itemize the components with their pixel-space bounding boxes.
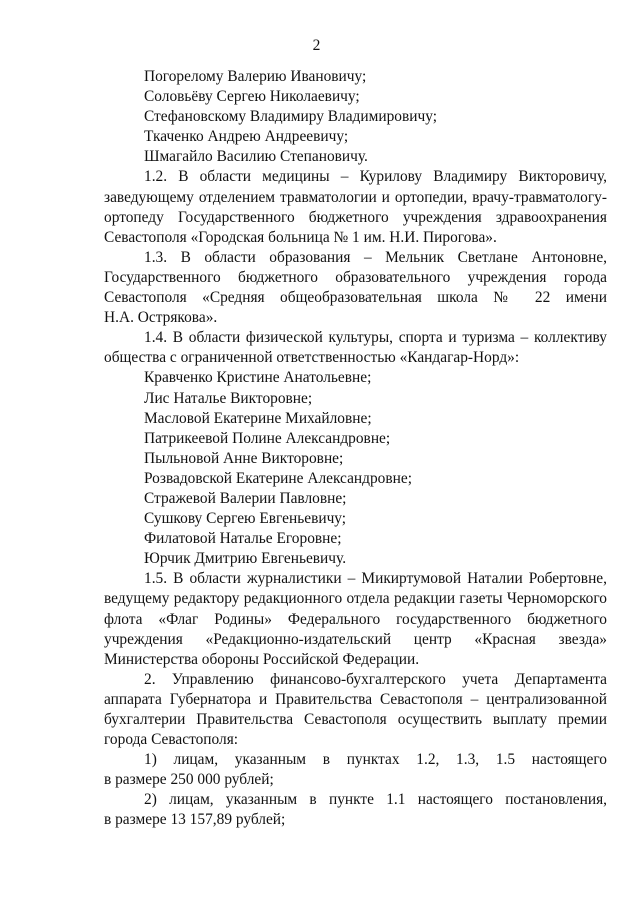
list-item-name: Лис Наталье Викторовне; (144, 389, 313, 407)
paragraph-2-2-line: в размере 13 157,89 рублей; (104, 811, 286, 829)
paragraph-1-2-line: ортопеду Государственного бюджетного учреждения здравоохранения (104, 208, 607, 226)
list-item-name: Кравченко Кристине Анатольевне; (144, 369, 372, 387)
list-item-name: Масловой Екатерине Михайловне; (144, 409, 372, 427)
list-item-name: Соловьёву Сергею Николаевичу; (144, 88, 360, 106)
page-number: 2 (312, 37, 321, 54)
paragraph-1-3-line: Севастополя «Средняя общеобразовательная школа № 22 имени (104, 289, 607, 307)
paragraph-2-line: бухгалтерии Правительства Севастополя осуществить выплату премии (104, 711, 607, 728)
paragraph-2-2-line: 2) лицам, указанным в пункте 1.1 настоящего постановления, (144, 791, 607, 809)
paragraph-1-5-line: Министерства обороны Российской Федерации. (104, 650, 420, 668)
paragraph-2-line: 2. Управлению финансово-бухгалтерского учета Департамента (144, 670, 607, 688)
document-body (104, 67, 607, 831)
list-item-name: Патрикеевой Полине Александровне; (144, 429, 391, 447)
list-item-name: Стефановскому Владимиру Владимировичу; (144, 108, 438, 126)
list-item-name: Пыльновой Анне Викторовне; (144, 449, 344, 467)
paragraph-2-1-line: в размере 250 000 рублей; (104, 771, 274, 789)
paragraph-1-5-line: ведущему редактору редакционного отдела редакции газеты Черноморского (104, 590, 607, 608)
paragraph-1-2-line: 1.2. В области медицины – Курилову Владимиру Викторовичу, (144, 168, 607, 186)
list-item-name: Стражевой Валерии Павловне; (144, 489, 347, 507)
list-item-name: Розвадовской Екатерине Александровне; (144, 469, 412, 487)
paragraph-1-2-line: Севастополя «Городская больница № 1 им. Н.И. Пирогова». (104, 228, 497, 246)
paragraph-2-line: города Севастополя: (104, 731, 239, 749)
paragraph-1-4-line: 1.4. В области физической культуры, спорта и туризма – коллективу (144, 329, 607, 347)
list-item-name: Ткаченко Андрею Андреевичу; (144, 128, 349, 146)
list-item-name: Филатовой Наталье Егоровне; (144, 530, 342, 548)
list-item-name: Сушкову Сергею Евгеньевичу; (144, 510, 347, 528)
paragraph-1-3-line: 1.3. В области образования – Мельник Светлане Антоновне, (144, 248, 607, 266)
paragraph-1-2-line: заведующему отделением травматологии и ортопедии, врачу-травматологу- (104, 188, 607, 206)
paragraph-2-1-line: 1) лицам, указанным в пунктах 1.2, 1.3, 1.5 настоящего (144, 751, 607, 769)
paragraph-1-3-line: Н.А. Острякова». (104, 309, 218, 327)
paragraph-1-5-line: учреждения «Редакционно-издательский центр «Красная звезда» (104, 630, 607, 648)
list-item-name: Юрчик Дмитрию Евгеньевичу. (144, 550, 347, 568)
paragraph-1-4-line: общества с ограниченной ответственностью «Кандагар-Норд»: (104, 349, 520, 367)
paragraph-1-5-line: 1.5. В области журналистики – Микиртумовой Наталии Робертовне, (144, 570, 607, 588)
paragraph-1-3-line: Государственного бюджетного образовательного учреждения города (104, 268, 607, 286)
list-item-name: Шмагайло Василию Степановичу. (144, 148, 368, 166)
paragraph-2-line: аппарата Губернатора и Правительства Севастополя – централизованной (104, 690, 607, 708)
list-item-name: Погорелому Валерию Ивановичу; (144, 68, 367, 85)
paragraph-1-5-line: флота «Флаг Родины» Федерального государственного бюджетного (104, 610, 607, 628)
